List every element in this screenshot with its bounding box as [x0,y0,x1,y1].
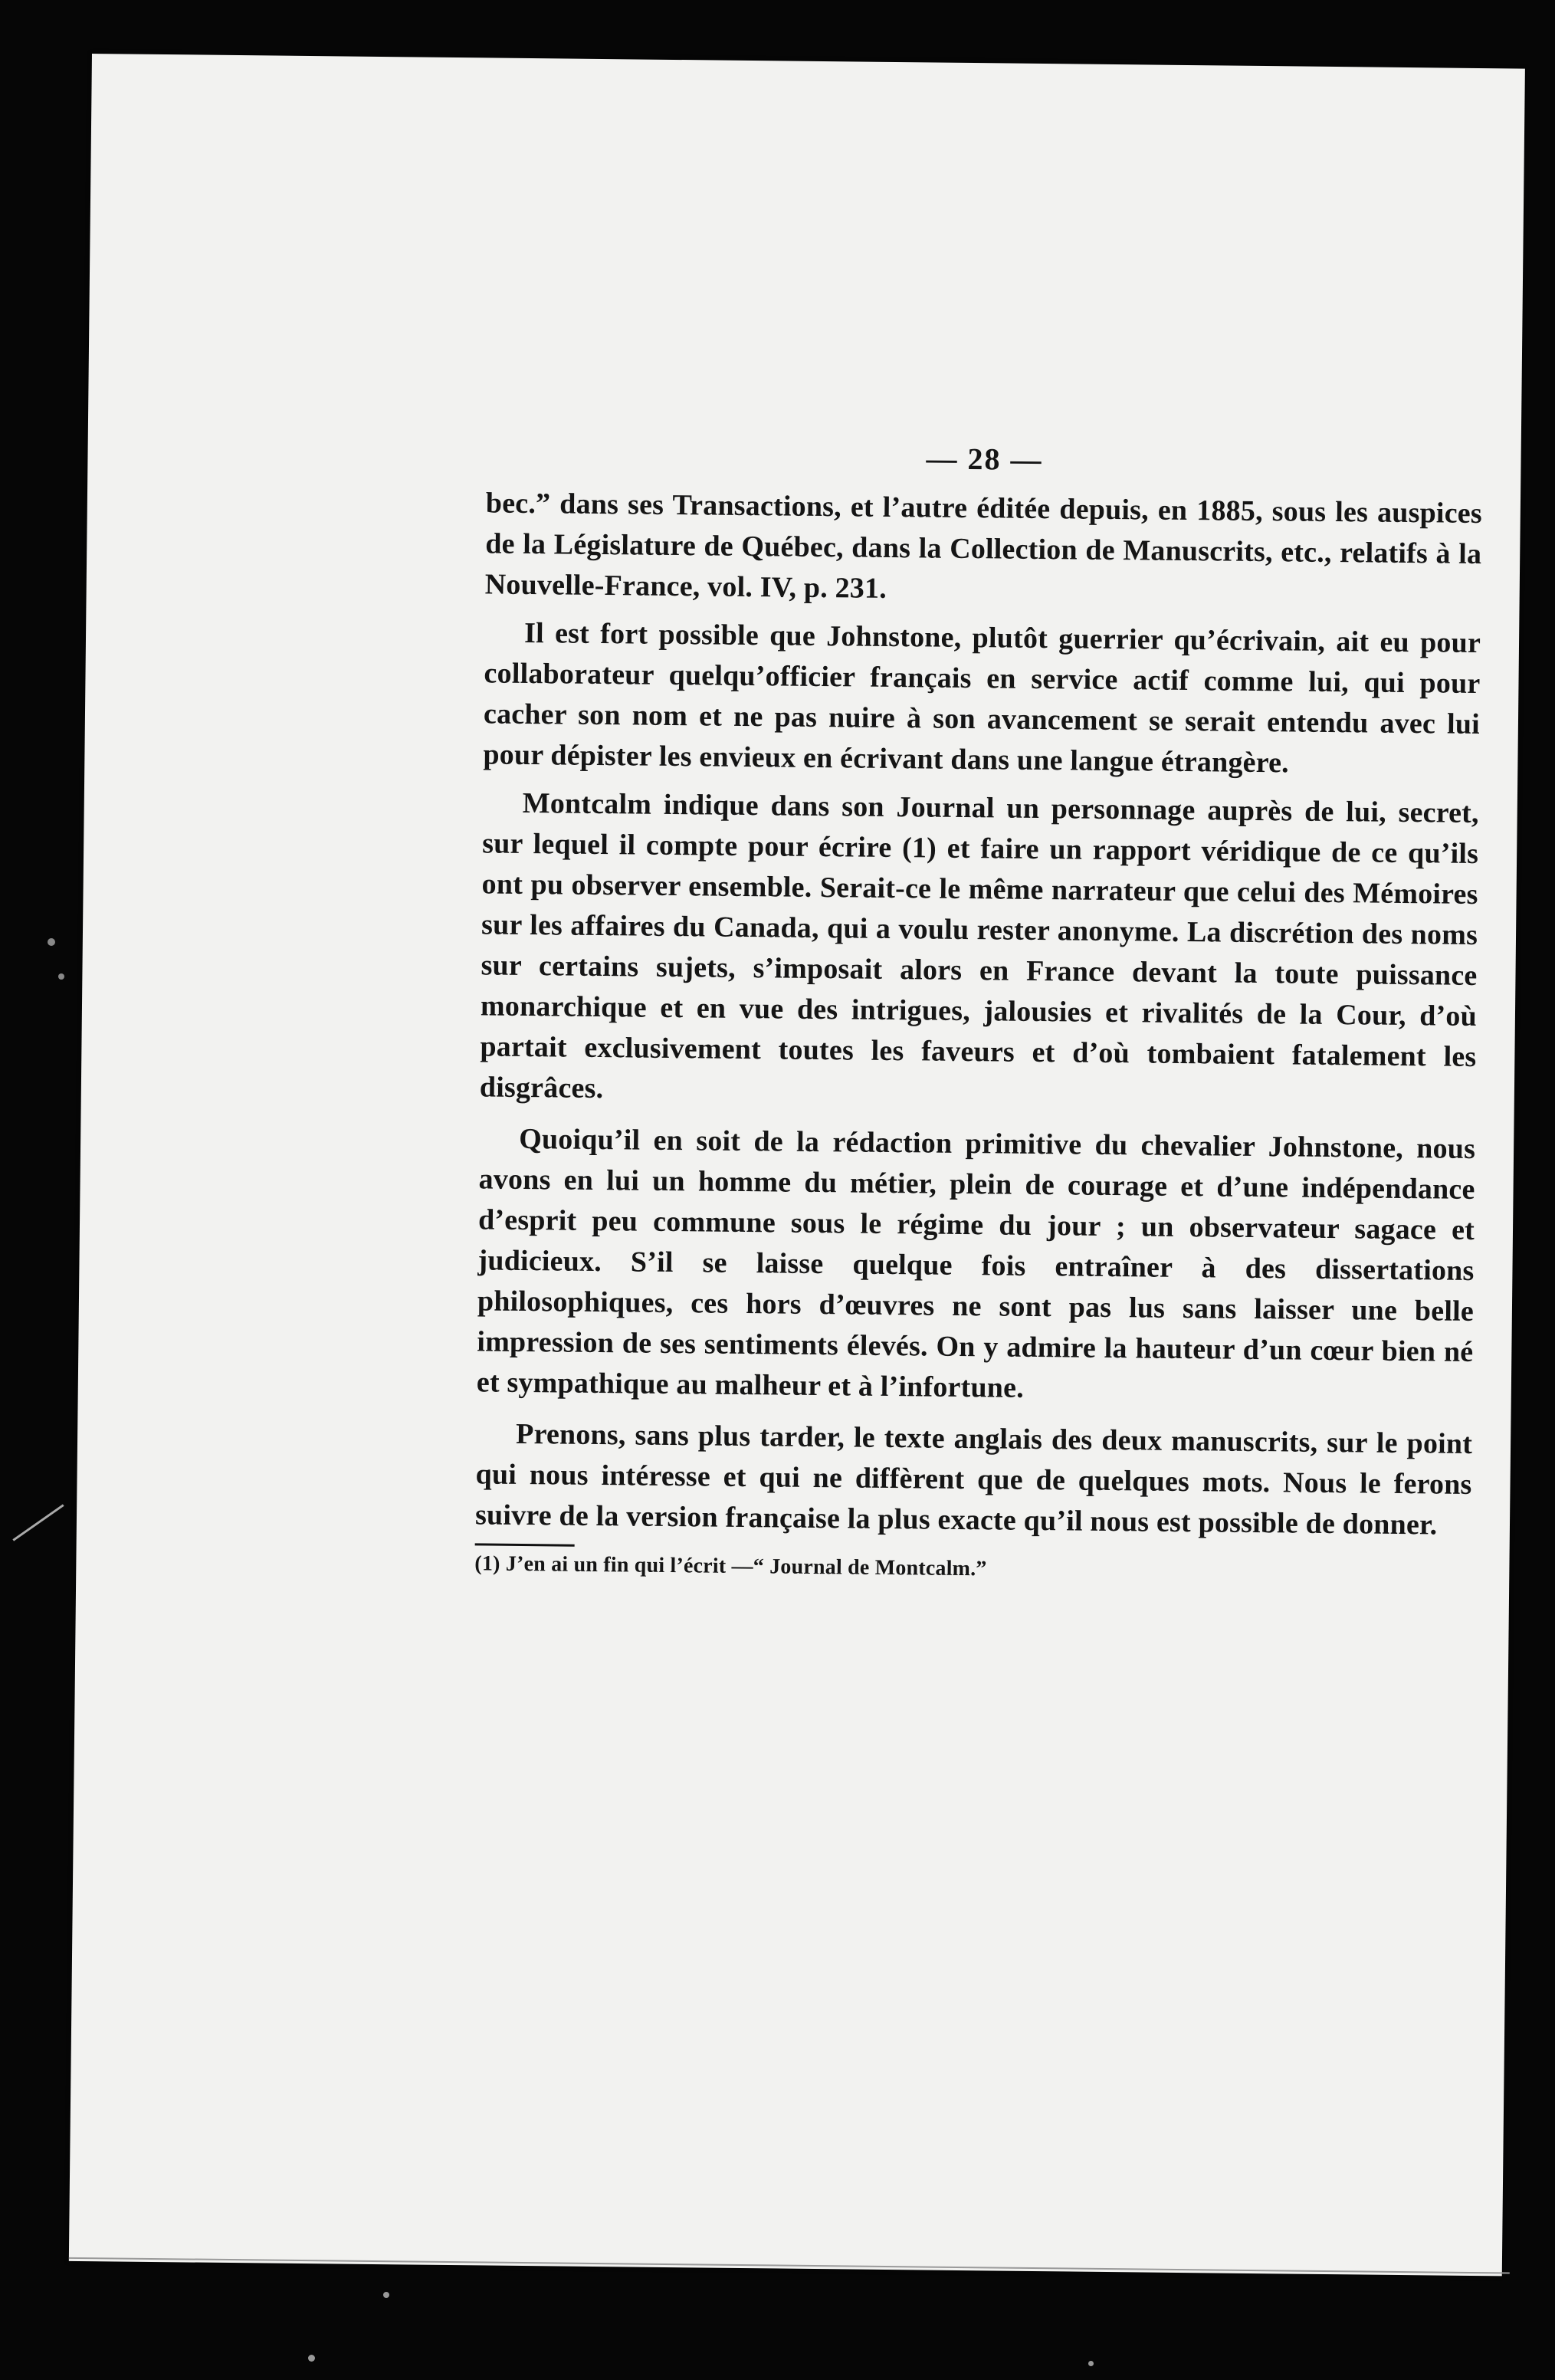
paragraph-1: bec.” dans ses Transactions, et l’autre éditée depuis, en 1885, sous les auspices de la Législature de Québec, dans la Collection de Manuscrits, etc., relatifs à la Nouvelle-France, vol. IV, p. 231. [484,487,1483,605]
dust-speck [1088,2361,1094,2366]
dust-speck [383,2292,389,2298]
dust-speck [48,938,55,946]
footnote: (1) J’en ai un fin qui l’écrit —“ Journal de Montcalm.” [474,1551,987,1581]
dust-speck [308,2355,315,2362]
paragraph-2: Il est fort possible que Johnstone, plutôt guerrier qu’écrivain, ait eu pour collaborateur quelqu’officier français en service actif comme lui, qui pour cacher son nom et ne pas nuire à son avancement se serait entendu avec lui pour dépister les envieux en écrivant dans une langue étrangère. [483,616,1481,780]
paragraph-5: Prenons, sans plus tarder, le texte anglais des deux manuscrits, sur le point qui nous intéresse et qui ne diffèrent que de quelques mots. Nous le ferons suivre de la version française la plus exacte qu’il nous est possible de donner. [474,1417,1473,1541]
page-content [474,433,1483,1596]
footnote-rule [475,1543,575,1546]
scan-scratch [12,1504,64,1541]
dust-speck [58,973,64,980]
page-bottom-edge [69,2257,1510,2274]
book-page [69,54,1525,2276]
page-number: — 28 — [926,441,1043,478]
paragraph-3: Montcalm indique dans son Journal un personnage auprès de lui, secret, sur lequel il compte pour écrire (1) et faire un rapport véridique de ce qu’ils ont pu observer ensemble. Serait-ce le même narrateur que celui des Mémoires sur les affaires du Canada, qui a voulu rester anonyme. La discrétion des noms sur certains sujets, s’imposait alors en France devant la toute puissance monarchique et en vue des intrigues, jalousies et rivalités de la Cour, d’où partait exclusivement toutes les faveurs et d’où tombaient fatalement les disgrâces. [479,786,1479,1105]
paragraph-4: Quoiqu’il en soit de la rédaction primitive du chevalier Johnstone, nous avons en lui un homme du métier, plein de courage et d’une indépendance d’esprit peu commune sous le régime du jour ; un observateur sagace et judicieux. S’il se laisse quelque fois entraîner à des dissertations philosophiques, ces hors d’œuvres ne sont pas lus sans laisser une belle impression de ses sentiments élevés. On y admire la hauteur d’un cœur bien né et sympathique au malheur et à l’infortune. [476,1122,1476,1404]
